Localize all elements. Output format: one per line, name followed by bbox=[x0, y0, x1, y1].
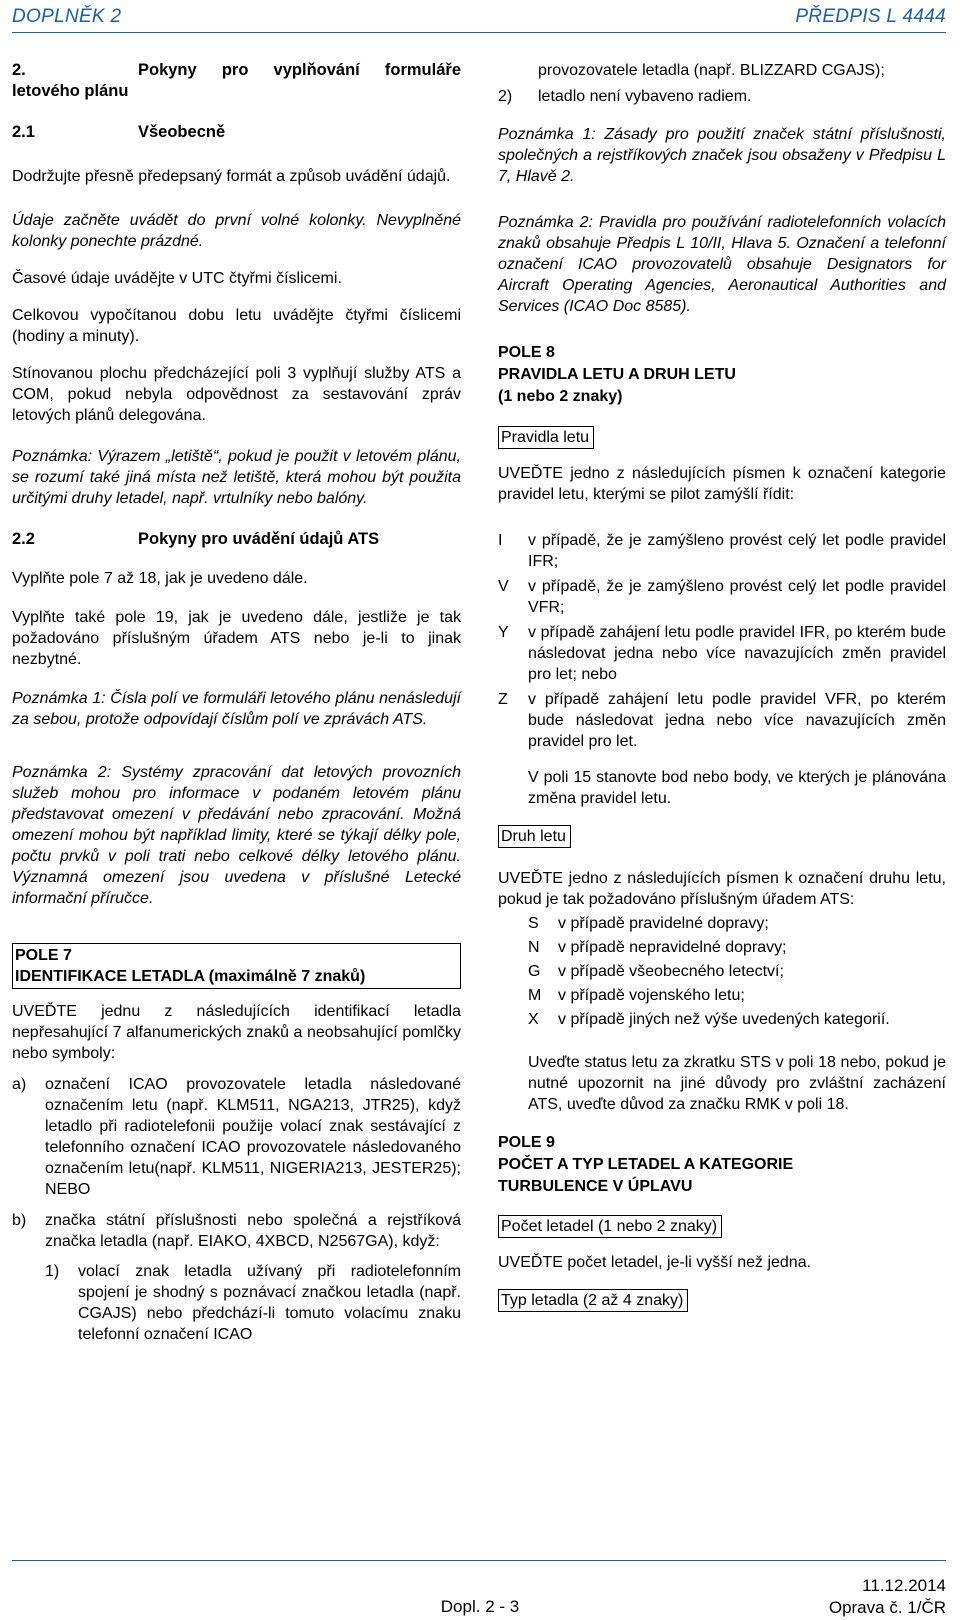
list-item-b2-text: letadlo není vybaveno radiem. bbox=[538, 88, 752, 105]
flight-type-text: v případě pravidelné dopravy; bbox=[558, 915, 769, 932]
list-item-b1-key: 1) bbox=[45, 1263, 60, 1280]
flight-rule-item bbox=[498, 576, 946, 618]
header-section-label: DOPLNĚK 2 bbox=[12, 6, 122, 27]
flight-rule-text: v případě zahájení letu podle pravidel IFR, po kterém bude následovat jedna nebo více navazujících změn pravidel pro let; nebo bbox=[528, 624, 946, 683]
paragraph-total-time: Celkovou vypočítanou dobu letu uvádějte čtyřmi číslicemi (hodiny a minuty). bbox=[12, 307, 461, 345]
pole-8-subtitle-1: PRAVIDLA LETU A DRUH LETU bbox=[498, 366, 736, 383]
flight-type-list bbox=[528, 913, 946, 1030]
list-item-b bbox=[12, 1210, 461, 1252]
list-item-a-text: označení ICAO provozovatele letadla následované označením letu (např. KLM511, NGA213, JTR25), když letadlo při radiotelefonii použije volací znak sestávající z telefonního označení ICAO provozovatele následovaného označením letu(např. KLM511, NIGERIA213, JESTER25); NEBO bbox=[45, 1076, 461, 1198]
footer-correction: Oprava č. 1/ČR bbox=[828, 1598, 946, 1617]
paragraph-aircraft-count: UVEĎTE počet letadel, je-li vyšší než jedna. bbox=[498, 1254, 812, 1271]
flight-rules-label: Pravidla letu bbox=[498, 426, 594, 449]
list-item-b-text: značka státní příslušnosti nebo společná a rejstříková značka letadla (např. EIAKO, 4XBCD, N2567GA), když: bbox=[45, 1212, 461, 1250]
note-2-data-systems: Poznámka 2: Systémy zpracování dat letových provozních služeb mohou pro informace v podaném letovém plánu představovat omezení v předávání nebo zpracování. Možná omezení mohou být například limity, které se týkají délky pole, počtu prvků v poli trati nebo celkové délky letového plánu. Významná omezení jsou uvedena v příslušné Letecké informační příručce. bbox=[12, 764, 461, 907]
paragraph-status: Uveďte status letu za zkratku STS v poli 18 nebo, pokud je nutné upozornit na jiné důvody pro zvláštní zacházení ATS, uveďte důvod za značku RMK v poli 18. bbox=[528, 1054, 946, 1113]
flight-type-item bbox=[528, 985, 946, 1006]
flight-rule-letter: V bbox=[498, 578, 509, 595]
note-2-call-signs: Poznámka 2: Pravidla pro používání radiotelefonních volacích znaků obsahuje Předpis L 10/II, Hlava 5. Označení a telefonní označení ICAO provozovatelů obsahuje Designators for Aircraft Operating Agencies, Aeronautical Authorities and Services (ICAO Doc 8585). bbox=[498, 214, 946, 315]
section-2-title-b: letového plánu bbox=[12, 82, 129, 100]
pole-7-box bbox=[12, 943, 461, 989]
pole-9-heading bbox=[498, 1132, 946, 1198]
aircraft-type-label: Typ letadla (2 až 4 znaky) bbox=[498, 1289, 688, 1312]
pole-8-subtitle-2: (1 nebo 2 znaky) bbox=[498, 388, 623, 405]
note-1-nationality-marks: Poznámka 1: Zásady pro použití značek státní příslušnosti, společných a rejstříkových značek jsou obsaženy v Předpisu L 7, Hlavě 2. bbox=[498, 126, 946, 185]
pole-9-subtitle-2: TURBULENCE V ÚPLAVU bbox=[498, 1178, 693, 1195]
paragraph-time-utc: Časové údaje uvádějte v UTC čtyřmi číslicemi. bbox=[12, 270, 342, 287]
flight-type-item bbox=[528, 961, 946, 982]
list-item-b1-text: volací znak letadla užívaný při radiotelefonním spojení je shodný s poznávací značkou letadla (např. CGAJS) nebo předchází-li tomuto volacímu znaku telefonní označení ICAO bbox=[78, 1263, 461, 1343]
section-2-2-number: 2.2 bbox=[12, 530, 35, 548]
flight-type-text: v případě všeobecného letectví; bbox=[558, 963, 784, 980]
pole-9-subtitle-1: POČET A TYP LETADEL A KATEGORIE bbox=[498, 1156, 794, 1173]
paragraph-identification: UVEĎTE jednu z následujících identifikací letadla nepřesahující 7 alfanumerických znaků a neobsahující pomlčky nebo symboly: bbox=[12, 1003, 461, 1062]
flight-type-letter: N bbox=[528, 939, 540, 956]
right-column bbox=[498, 60, 946, 1312]
pole-9-title: POLE 9 bbox=[498, 1134, 555, 1151]
flight-rule-text: v případě, že je zamýšleno provést celý let podle pravidel IFR; bbox=[528, 532, 946, 570]
header-rule bbox=[12, 32, 946, 33]
section-2-1-heading bbox=[12, 122, 461, 143]
list-item-b2 bbox=[498, 86, 946, 107]
flight-rule-item bbox=[498, 530, 946, 572]
page-header bbox=[0, 0, 960, 34]
list-item-b-key: b) bbox=[12, 1212, 27, 1229]
pole-8-title: POLE 8 bbox=[498, 344, 555, 361]
flight-type-item bbox=[528, 937, 946, 958]
paragraph-field-19: Vyplňte také pole 19, jak je uvedeno dále, jestliže je tak požadováno příslušným úřadem ATS nebo je-li to jinak nezbytné. bbox=[12, 609, 461, 668]
flight-rule-text: v případě zahájení letu podle pravidel VFR, po kterém bude následovat jedna nebo více navazujících změn pravidel pro let. bbox=[528, 691, 946, 750]
list-item-b2-key: 2) bbox=[498, 88, 513, 105]
flight-type-letter: X bbox=[528, 1011, 539, 1028]
paragraph-first-field: Údaje začněte uvádět do první volné kolonky. Nevyplněné kolonky ponechte prázdné. bbox=[12, 212, 461, 250]
note-aerodrome: Poznámka: Výrazem „letiště“, pokud je použit v letovém plánu, se rozumí také jiná místa než letiště, která mohou být použita určitými druhy letadel, např. vrtulníky nebo balóny. bbox=[12, 448, 461, 507]
flight-rule-letter: Z bbox=[498, 691, 508, 708]
paragraph-flight-rules: UVEĎTE jedno z následujících písmen k označení kategorie pravidel letu, kterými se pilot zamýšlí řídit: bbox=[498, 465, 946, 503]
section-2-2-title: Pokyny pro uvádění údajů ATS bbox=[138, 530, 380, 548]
flight-type-letter: G bbox=[528, 963, 541, 980]
flight-type-text: v případě jiných než výše uvedených kategorií. bbox=[558, 1011, 890, 1028]
list-item-b1-continued: provozovatele letadla (např. BLIZZARD CGAJS); bbox=[538, 62, 885, 79]
footer-page-number: Dopl. 2 - 3 bbox=[440, 1597, 520, 1616]
paragraph-flight-type: UVEĎTE jedno z následujících písmen k označení druhu letu, pokud je tak požadováno příslušným úřadem ATS: bbox=[498, 870, 946, 908]
pole-7-subtitle: IDENTIFIKACE LETADLA (maximálně 7 znaků) bbox=[15, 968, 366, 985]
pole-7-title: POLE 7 bbox=[15, 947, 72, 964]
paragraph-field-15: V poli 15 stanovte bod nebo body, ve kterých je plánována změna pravidel letu. bbox=[528, 769, 946, 807]
flight-type-letter: M bbox=[528, 987, 542, 1004]
list-item-a bbox=[12, 1074, 461, 1200]
list-item-a-key: a) bbox=[12, 1076, 27, 1093]
section-2-heading bbox=[12, 60, 461, 81]
flight-rule-text: v případě, že je zamýšleno provést celý let podle pravidel VFR; bbox=[528, 578, 946, 616]
list-item-b1 bbox=[45, 1261, 461, 1345]
flight-rule-item bbox=[498, 622, 946, 685]
section-2-title-a: Pokyny pro vyplňování formuláře bbox=[138, 61, 461, 79]
flight-type-label: Druh letu bbox=[498, 825, 571, 848]
flight-rules-list bbox=[498, 530, 946, 752]
left-column bbox=[12, 60, 461, 1345]
flight-rule-letter: I bbox=[498, 532, 503, 549]
flight-type-item bbox=[528, 1009, 946, 1030]
flight-rule-item bbox=[498, 689, 946, 752]
header-document-label: PŘEDPIS L 4444 bbox=[795, 6, 946, 27]
pole-8-heading bbox=[498, 342, 946, 408]
aircraft-count-label: Počet letadel (1 nebo 2 znaky) bbox=[498, 1215, 722, 1238]
note-1-field-numbers: Poznámka 1: Čísla polí ve formuláři letového plánu nenásledují za sebou, protože odpovídají číslům polí ve zprávách ATS. bbox=[12, 690, 461, 728]
flight-rule-letter: Y bbox=[498, 624, 509, 641]
flight-type-letter: S bbox=[528, 915, 539, 932]
section-2-2-heading bbox=[12, 529, 461, 550]
flight-type-text: v případě vojenského letu; bbox=[558, 987, 745, 1004]
section-2-number: 2. bbox=[12, 61, 26, 79]
paragraph-fields-7-18: Vyplňte pole 7 až 18, jak je uvedeno dále. bbox=[12, 570, 308, 587]
footer-date: 11.12.2014 bbox=[862, 1576, 946, 1595]
footer-rule bbox=[12, 1560, 946, 1561]
flight-type-text: v případě nepravidelné dopravy; bbox=[558, 939, 787, 956]
paragraph-format: Dodržujte přesně předepsaný formát a způsob uvádění údajů. bbox=[12, 168, 451, 185]
flight-type-item bbox=[528, 913, 946, 934]
section-2-1-title: Všeobecně bbox=[138, 123, 226, 141]
paragraph-shaded-area: Stínovanou plochu předcházející poli 3 vyplňují služby ATS a COM, pokud nebyla odpovědnost za sestavování zpráv letových plánů delegována. bbox=[12, 365, 461, 424]
section-2-1-number: 2.1 bbox=[12, 123, 35, 141]
